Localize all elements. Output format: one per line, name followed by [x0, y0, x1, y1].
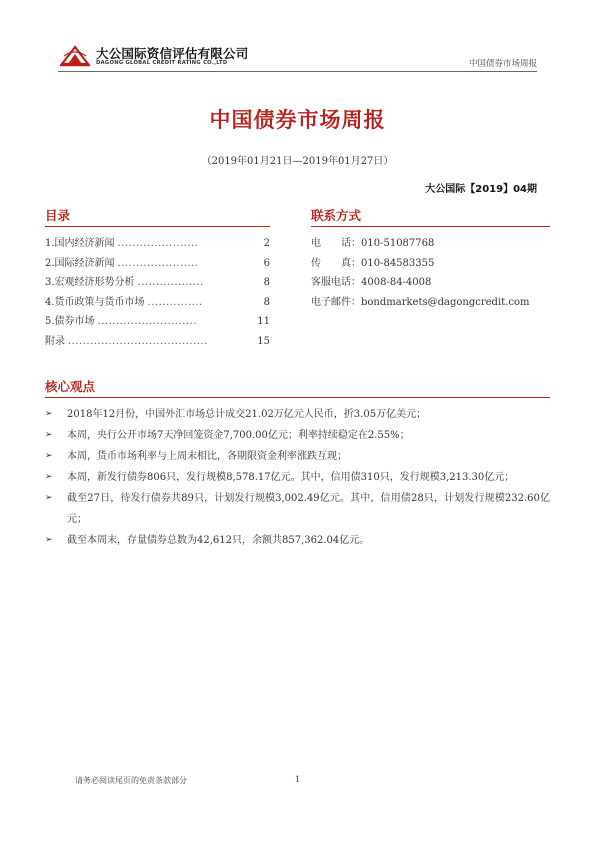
- toc-item[interactable]: [45, 273, 270, 293]
- contact-heading-rule: [311, 226, 550, 227]
- key-point-text: 截至本周末，存量债券总数为42,612只，余额共857,362.04亿元。: [67, 535, 370, 546]
- footer-disclaimer-notice: 请务必阅读尾页的免责条款部分: [75, 776, 187, 785]
- arrow-bullet-icon: ➢: [45, 535, 53, 545]
- toc-item-label: 3.宏观经济形势分析: [45, 277, 135, 289]
- brand-name-cn: 大公国际资信评估有限公司: [96, 46, 249, 61]
- header-report-name: 中国债券市场周报: [468, 59, 537, 69]
- contact-phone: [311, 234, 561, 254]
- page-title: 中国债券市场周报: [209, 108, 386, 132]
- toc-item-label: 1.国内经济新闻: [45, 238, 115, 249]
- toc-item[interactable]: [45, 332, 270, 352]
- arrow-bullet-icon: ➢: [45, 493, 53, 503]
- list-item: [45, 530, 550, 551]
- toc-heading-rule: [45, 226, 270, 227]
- contact-heading: 联系方式: [311, 208, 362, 223]
- contact-value: 010-51087768: [361, 238, 435, 249]
- toc-item[interactable]: [45, 293, 270, 313]
- toc-item-label: 2.国际经济新闻: [45, 257, 115, 269]
- key-point-text: 本周，货币市场利率与上周末相比，各期限资金利率涨跌互现；: [67, 451, 347, 462]
- contact-label: 传 真：: [311, 257, 361, 269]
- arrow-bullet-icon: ➢: [45, 409, 53, 419]
- list-item: [45, 488, 550, 530]
- contact-email-link[interactable]: bondmarkets@dagongcredit.com: [361, 296, 530, 308]
- header-divider: [58, 71, 537, 72]
- toc-item-label: 4.货币政策与货币市场: [45, 296, 145, 308]
- brand-name-en: DAGONG GLOBAL CREDIT RATING CO.,LTD: [96, 60, 228, 66]
- list-item: [45, 446, 550, 467]
- contact-service-phone: [311, 273, 561, 293]
- contact-value: 010-84583355: [361, 257, 435, 269]
- key-points-heading-rule: [45, 397, 550, 398]
- dagong-logo-icon: [58, 44, 92, 68]
- toc-item[interactable]: [45, 234, 270, 254]
- toc-list: [45, 234, 270, 352]
- arrow-bullet-icon: ➢: [45, 430, 53, 440]
- contact-label: 电子邮件：: [311, 296, 361, 308]
- toc-item-label: 附录: [45, 335, 65, 347]
- toc-heading: 目录: [45, 208, 71, 223]
- key-points-heading: 核心观点: [45, 379, 96, 394]
- toc-item[interactable]: [45, 254, 270, 274]
- key-point-text: 本周，央行公开市场7天净回笼资金7,700.00亿元；利率持续稳定在2.55%；: [67, 430, 410, 441]
- list-item: [45, 404, 550, 425]
- key-point-text: 本周，新发行债券806只，发行规模8,578.17亿元。其中，信用债310只，发行规模3,213.30亿元；: [67, 472, 515, 483]
- contact-label: 客服电话：: [311, 277, 361, 289]
- toc-item-page: 11: [257, 316, 270, 328]
- key-points-list: [45, 404, 550, 551]
- toc-leader-dots: ......................: [117, 238, 199, 249]
- contact-value: 4008-84-4008: [361, 277, 432, 289]
- contact-label: 电 话：: [311, 238, 361, 249]
- arrow-bullet-icon: ➢: [45, 472, 53, 482]
- toc-item-label: 5.债券市场: [45, 316, 95, 328]
- toc-item-page: 15: [257, 335, 270, 347]
- list-item: [45, 425, 550, 446]
- page-number: 1: [294, 775, 301, 785]
- key-point-text: 2018年12月份，中国外汇市场总计成交21.02万亿元人民币，折3.05万亿美元；: [67, 409, 427, 420]
- toc-leader-dots: ......................................: [68, 335, 208, 347]
- toc-item-page: 8: [263, 277, 270, 289]
- contact-list: [311, 234, 561, 312]
- toc-item-page: 8: [263, 296, 270, 308]
- contact-fax: [311, 254, 561, 274]
- key-point-text: 截至27日，待发行债券共89只，计划发行规模3,002.49亿元。其中，信用债28只，计划发行规模232.60亿元；: [67, 493, 550, 525]
- list-item: [45, 467, 550, 488]
- toc-item-page: 2: [263, 238, 270, 249]
- toc-leader-dots: ...............: [147, 296, 203, 308]
- contact-email: [311, 293, 561, 313]
- toc-leader-dots: ......................: [117, 257, 199, 269]
- toc-leader-dots: ..................: [137, 277, 204, 289]
- toc-item-page: 6: [263, 257, 270, 269]
- issue-number: 大公国际【2019】04期: [425, 184, 537, 195]
- toc-leader-dots: ...........................: [97, 316, 197, 328]
- date-range: （2019年01月21日—2019年01月27日）: [201, 156, 394, 167]
- arrow-bullet-icon: ➢: [45, 451, 53, 461]
- toc-item[interactable]: [45, 312, 270, 332]
